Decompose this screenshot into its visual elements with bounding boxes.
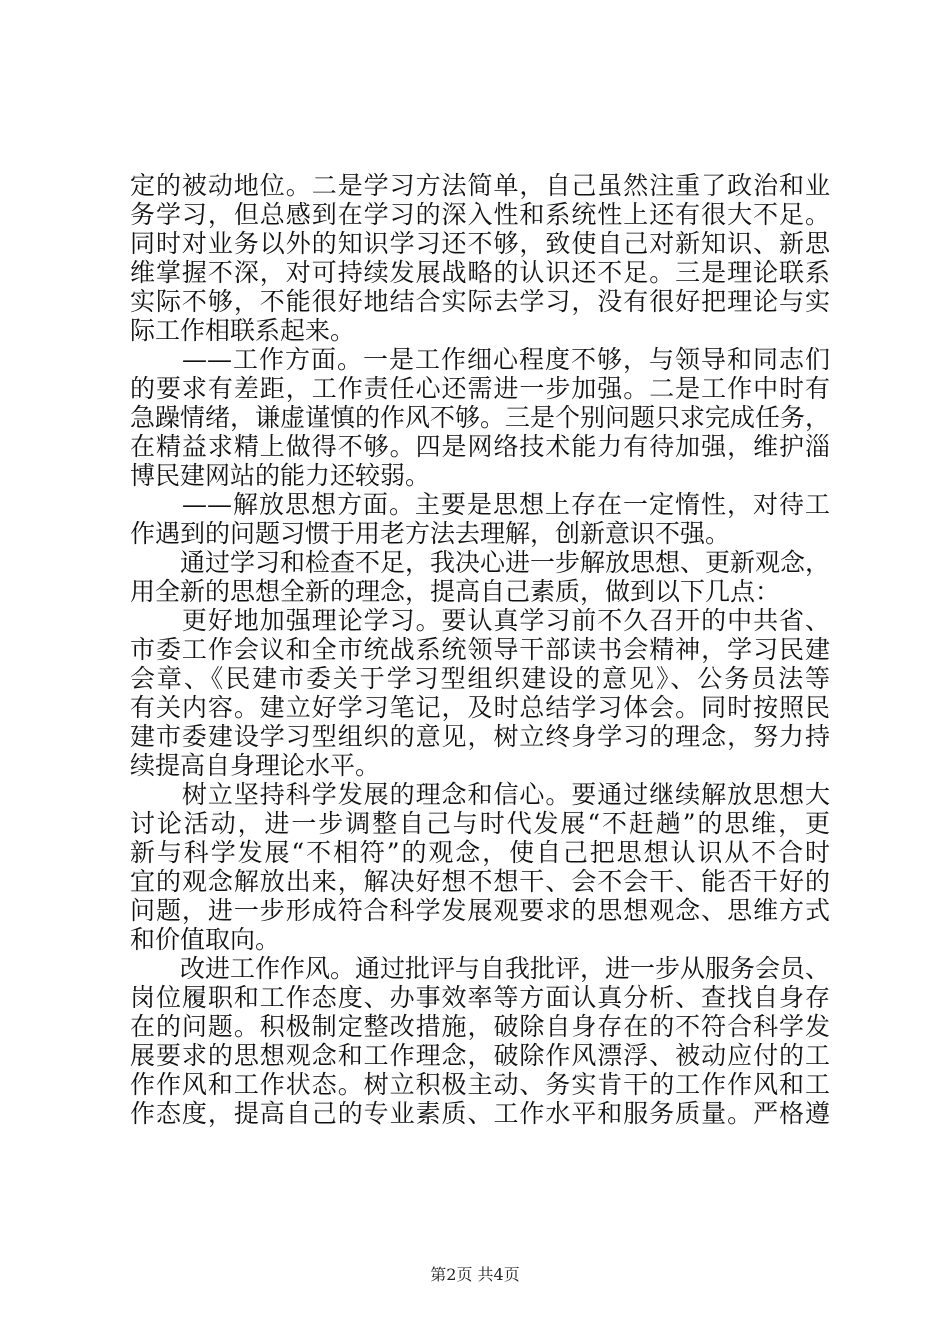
text-line: 通过学习和检查不足，我决心进一步解放思想、更新观念， <box>130 548 831 577</box>
text-line: 同时对业务以外的知识学习还不够，致使自己对新知识、新思 <box>130 229 830 258</box>
text-line: 改进工作作风。通过批评与自我批评，进一步从服务会员、 <box>130 954 831 983</box>
text-line: 会章、《民建市委关于学习型组织建设的意见》、公务员法等 <box>130 664 830 693</box>
text-line: 宜的观念解放出来，解决好想不想干、会不会干、能否干好的 <box>130 867 830 896</box>
text-line: 作作风和工作状态。树立积极主动、务实肯干的工作作风和工 <box>130 1070 830 1099</box>
text-line: 用全新的思想全新的理念，提高自己素质，做到以下几点： <box>130 577 781 606</box>
text-line: 讨论活动，进一步调整自己与时代发展“不赶趟”的思维，更 <box>130 809 830 838</box>
text-line: 定的被动地位。二是学习方法简单，自己虽然注重了政治和业 <box>130 171 830 200</box>
text-line: ——解放思想方面。主要是思想上存在一定惰性，对待工 <box>130 490 830 519</box>
text-line: 务学习，但总感到在学习的深入性和系统性上还有很大不足。 <box>130 200 830 229</box>
text-line: 急躁情绪，谦虚谨慎的作风不够。三是个别问题只求完成任务， <box>130 403 831 432</box>
text-line: 作遇到的问题习惯于用老方法去理解，创新意识不强。 <box>130 519 731 548</box>
text-line: 的要求有差距，工作责任心还需进一步加强。二是工作中时有 <box>130 374 830 403</box>
text-line: 市委工作会议和全市统战系统领导干部读书会精神，学习民建 <box>130 635 830 664</box>
text-line: 博民建网站的能力还较弱。 <box>130 461 431 490</box>
text-line: 和价值取向。 <box>130 925 281 954</box>
text-line: 岗位履职和工作态度、办事效率等方面认真分析、查找自身存 <box>130 983 830 1012</box>
text-line: 续提高自身理论水平。 <box>130 751 381 780</box>
text-line: 展要求的思想观念和工作理念，破除作风漂浮、被动应付的工 <box>130 1041 830 1070</box>
text-line: 作态度，提高自己的专业素质、工作水平和服务质量。严格遵 <box>130 1099 830 1128</box>
text-line: 实际不够，不能很好地结合实际去学习，没有很好把理论与实 <box>130 287 830 316</box>
text-line: 有关内容。建立好学习笔记，及时总结学习体会。同时按照民 <box>130 693 830 722</box>
text-line: 新与科学发展“不相符”的观念，使自己把思想认识从不合时 <box>130 838 830 867</box>
page-footer: 第2页 共4页 <box>430 1265 520 1284</box>
text-line: 在精益求精上做得不够。四是网络技术能力有待加强，维护淄 <box>130 432 830 461</box>
text-line: 建市委建设学习型组织的意见，树立终身学习的理念，努力持 <box>130 722 830 751</box>
text-line: 际工作相联系起来。 <box>130 316 356 345</box>
text-line: 问题，进一步形成符合科学发展观要求的思想观念、思维方式 <box>130 896 830 925</box>
text-line: 树立坚持科学发展的理念和信心。要通过继续解放思想大 <box>130 780 830 809</box>
body-text <box>130 171 830 1128</box>
text-line: 维掌握不深，对可持续发展战略的认识还不足。三是理论联系 <box>130 258 830 287</box>
text-line: 更好地加强理论学习。要认真学习前不久召开的中共省、 <box>130 606 830 635</box>
text-line: ——工作方面。一是工作细心程度不够，与领导和同志们 <box>130 345 830 374</box>
text-line: 在的问题。积极制定整改措施，破除自身存在的不符合科学发 <box>130 1012 830 1041</box>
